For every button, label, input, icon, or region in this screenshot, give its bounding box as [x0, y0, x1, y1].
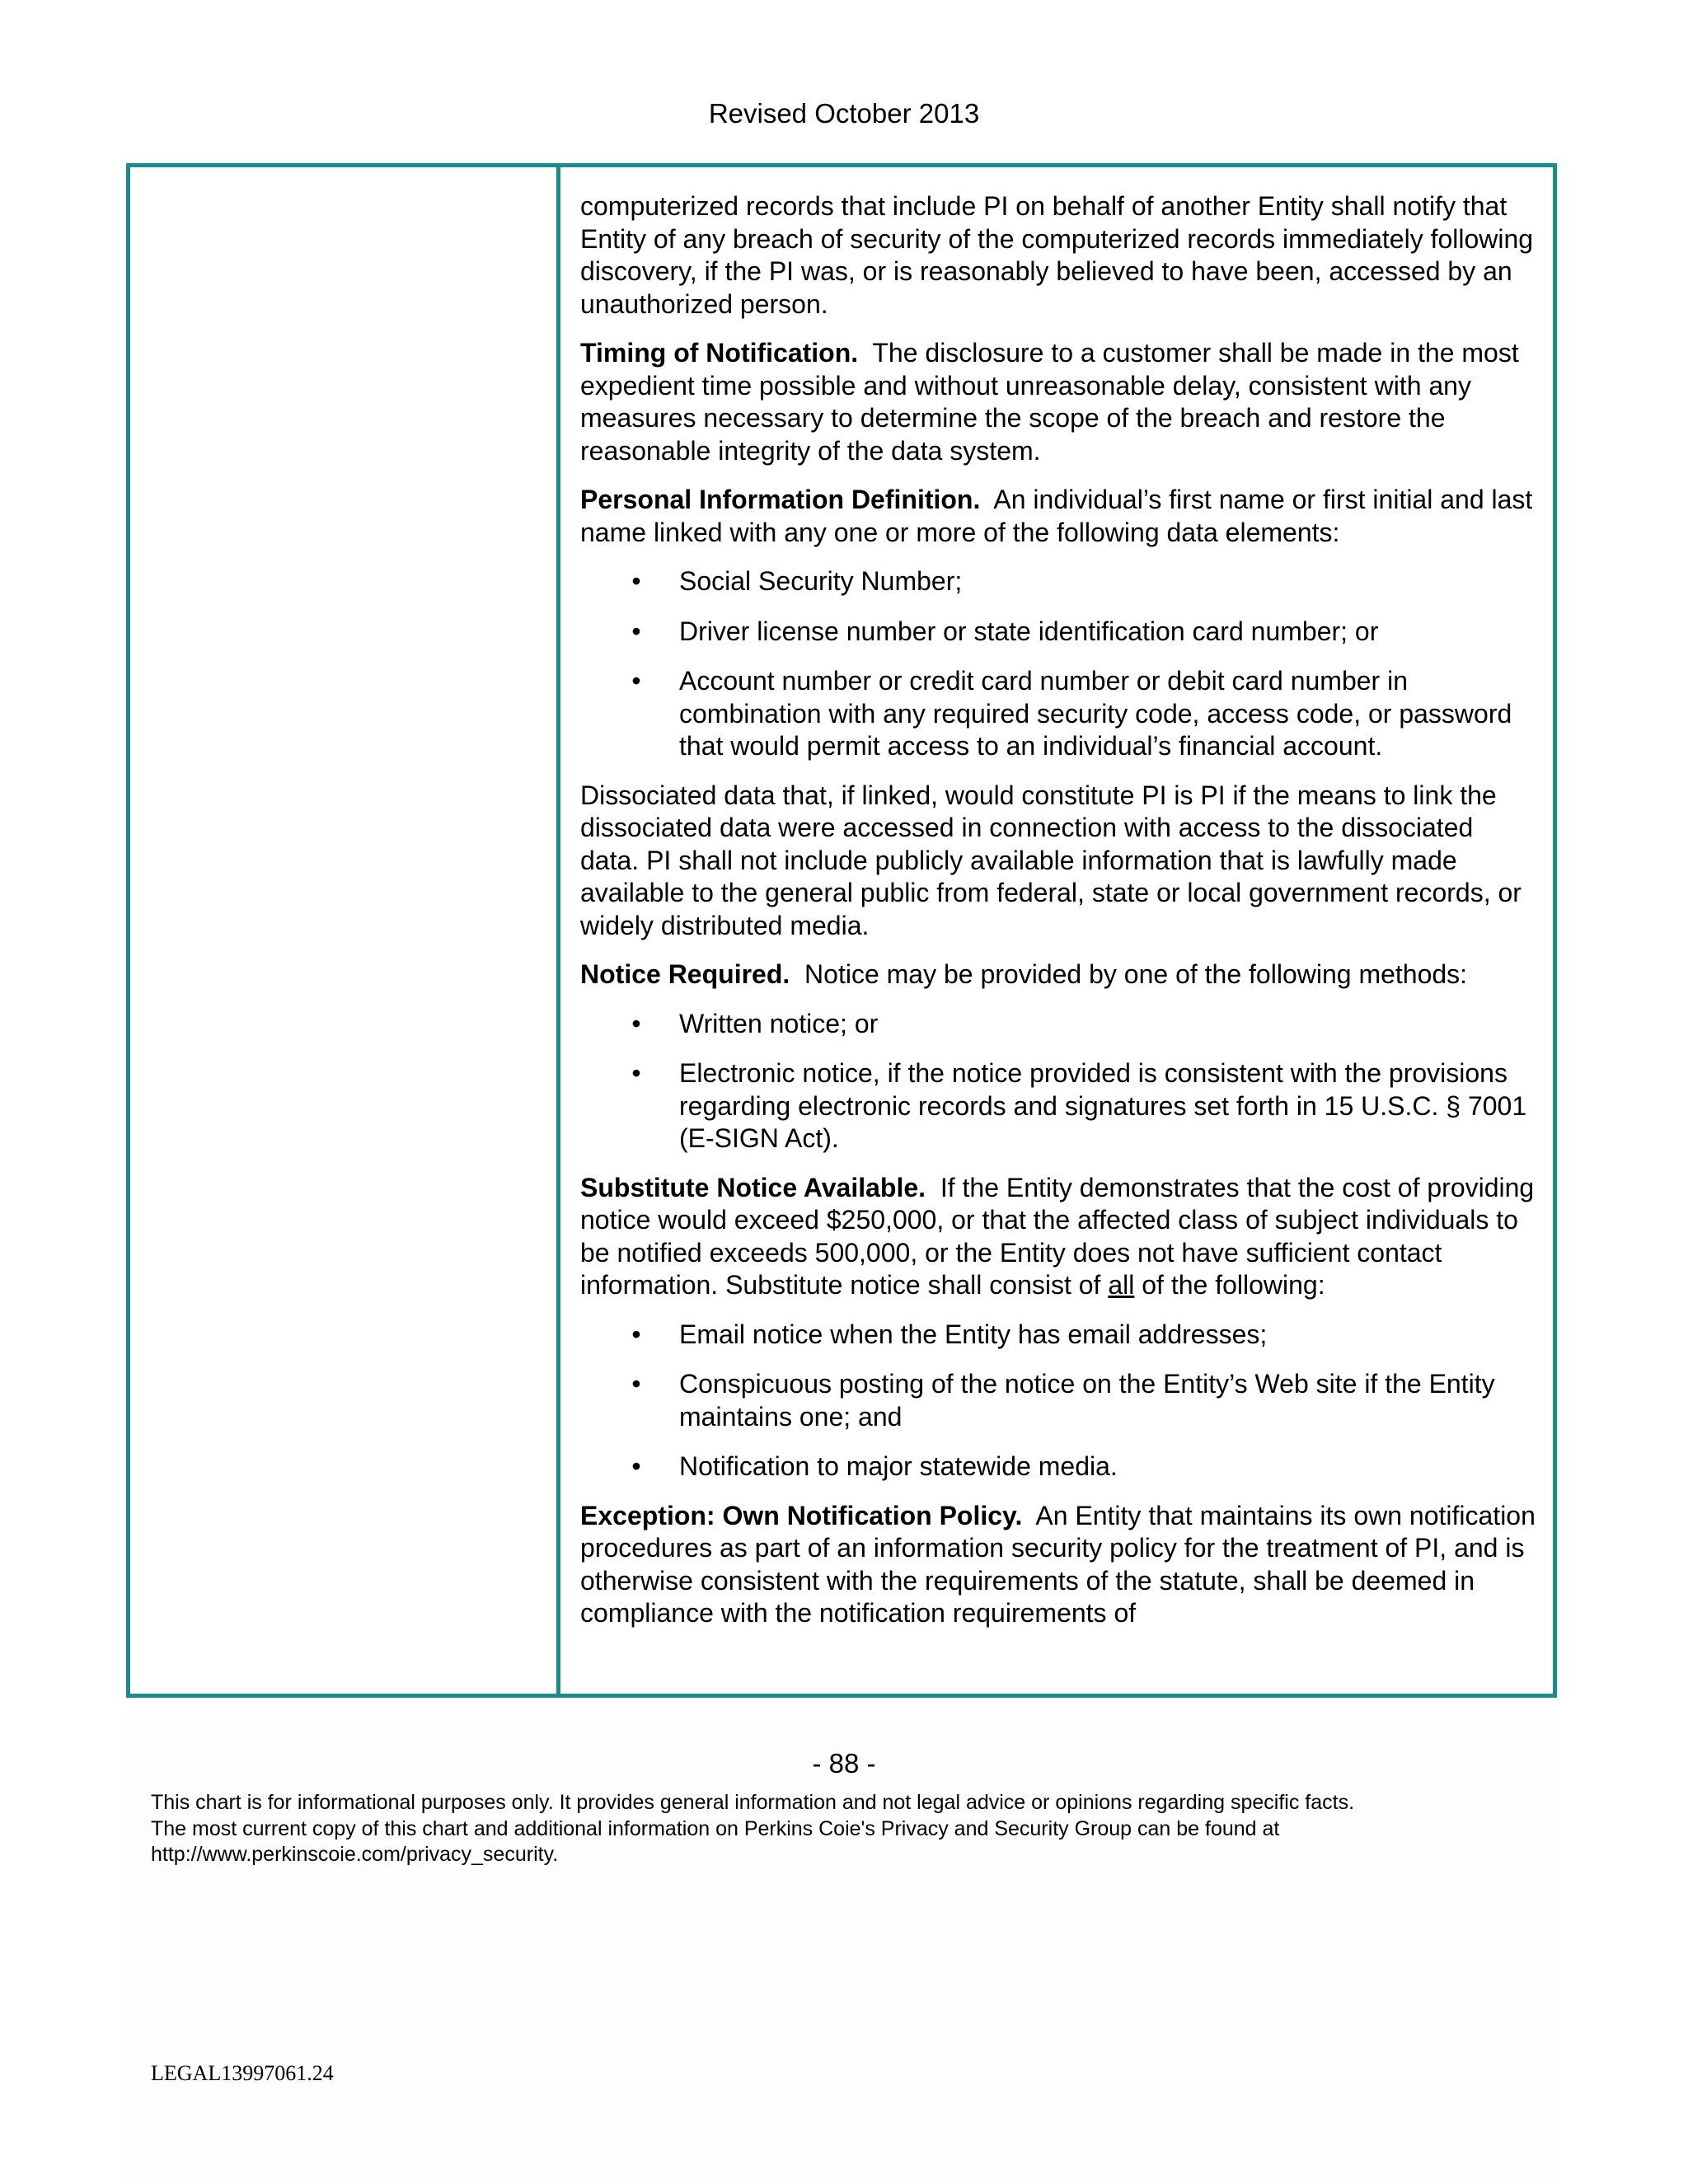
pi-definition-text: An individual’s first name or first initial and last name linked with any one or more of the following data elements: — [580, 485, 1533, 547]
list-item: • Notification to major statewide media. — [580, 1451, 1536, 1483]
intro-paragraph: computerized records that include PI on behalf of another Entity shall notify that Entity of any breach of security of the computerized records immediately following discovery, if the PI was, or is reasonably believed to have been, accessed by an unauthorized person. — [580, 191, 1534, 319]
page-number: - 88 - — [812, 1748, 876, 1779]
notice-required-paragraph — [580, 958, 1536, 991]
notice-required-text: Notice may be provided by one of the following methods: — [804, 959, 1468, 989]
substitute-notice-text: If the Entity demonstrates that the cost of providing notice would exceed $250,000, or that the affected class of subject individuals to be notified exceeds 500,000, or the Entity does not have sufficient contact information. Substitute notice shall consist of — [580, 1172, 1535, 1300]
timing-heading: Timing of Notification. — [580, 338, 859, 368]
statute-content-cell — [580, 190, 1536, 1647]
dissociated-data-paragraph: Dissociated data that, if linked, would constitute PI is PI if the means to link the dissociated data were accessed in connection with access to the dissociated data. PI shall not include publicly available information that is lawfully made available to the general public from federal, state or local government records, or widely distributed media. — [580, 780, 1522, 940]
list-item: • Driver license number or state identification card number; or — [580, 616, 1536, 649]
notice-methods-list — [580, 1008, 1536, 1155]
pi-definition-heading: Personal Information Definition. — [580, 485, 981, 514]
disclaimer-line: This chart is for informational purposes only. It provides general information and not legal advice or opinions regarding specific facts. — [151, 1791, 1355, 1814]
substitute-notice-paragraph — [580, 1172, 1536, 1302]
bullet-icon: • — [631, 1008, 641, 1038]
bullet-icon: • — [631, 1451, 641, 1481]
substitute-notice-heading: Substitute Notice Available. — [580, 1172, 926, 1202]
statute-table — [126, 163, 1557, 1698]
revision-date: Revised October 2013 — [708, 98, 980, 129]
disclaimer-line: http://www.perkinscoie.com/privacy_security. — [151, 1843, 559, 1866]
list-item: • Written notice; or — [580, 1008, 1536, 1041]
bullet-icon: • — [631, 1058, 641, 1088]
bullet-icon: • — [631, 1369, 641, 1399]
bullet-icon: • — [631, 1319, 641, 1349]
timing-text: The disclosure to a customer shall be made in the most expedient time possible and without unreasonable delay, consistent with any measures necessary to determine the scope of the breach and restore the reasonable integrity of the data system. — [580, 338, 1519, 466]
list-item: • Email notice when the Entity has email addresses; — [580, 1319, 1536, 1352]
disclaimer — [151, 1790, 1552, 1868]
disclaimer-line: The most current copy of this chart and additional information on Perkins Coie's Privacy and Security Group can be found at — [151, 1816, 1280, 1840]
document-id: LEGAL13997061.24 — [151, 2061, 334, 2085]
list-item: • Account number or credit card number or debit card number in combination with any required security code, access code, or password that would permit access to an individual’s financial account. — [580, 665, 1536, 763]
substitute-notice-text-end: of the following: — [1134, 1270, 1325, 1300]
list-item: • Conspicuous posting of the notice on the Entity’s Web site if the Entity maintains one; and — [580, 1368, 1536, 1433]
exception-text: An Entity that maintains its own notification procedures as part of an information security policy for the treatment of PI, and is otherwise consistent with the requirements of the statute, shall be deemed in compliance with the notification requirements of — [580, 1500, 1536, 1628]
bullet-icon: • — [631, 566, 641, 596]
exception-paragraph — [580, 1500, 1536, 1630]
footer-background — [120, 1718, 1558, 2184]
substitute-notice-list — [580, 1319, 1536, 1483]
notice-required-heading: Notice Required. — [580, 959, 790, 989]
pi-elements-list — [580, 565, 1536, 763]
exception-heading: Exception: Own Notification Policy. — [580, 1500, 1023, 1530]
list-item: • Social Security Number; — [580, 565, 1536, 598]
bullet-icon: • — [631, 616, 641, 646]
substitute-underlined-word: all — [1108, 1270, 1135, 1300]
timing-paragraph — [580, 337, 1536, 467]
bullet-icon: • — [631, 666, 641, 696]
column-divider — [556, 167, 560, 1694]
list-item: • Electronic notice, if the notice provided is consistent with the provisions regarding electronic records and signatures set forth in 15 U.S.C. § 7001 (E-SIGN Act). — [580, 1057, 1536, 1155]
pi-definition-paragraph — [580, 484, 1536, 549]
